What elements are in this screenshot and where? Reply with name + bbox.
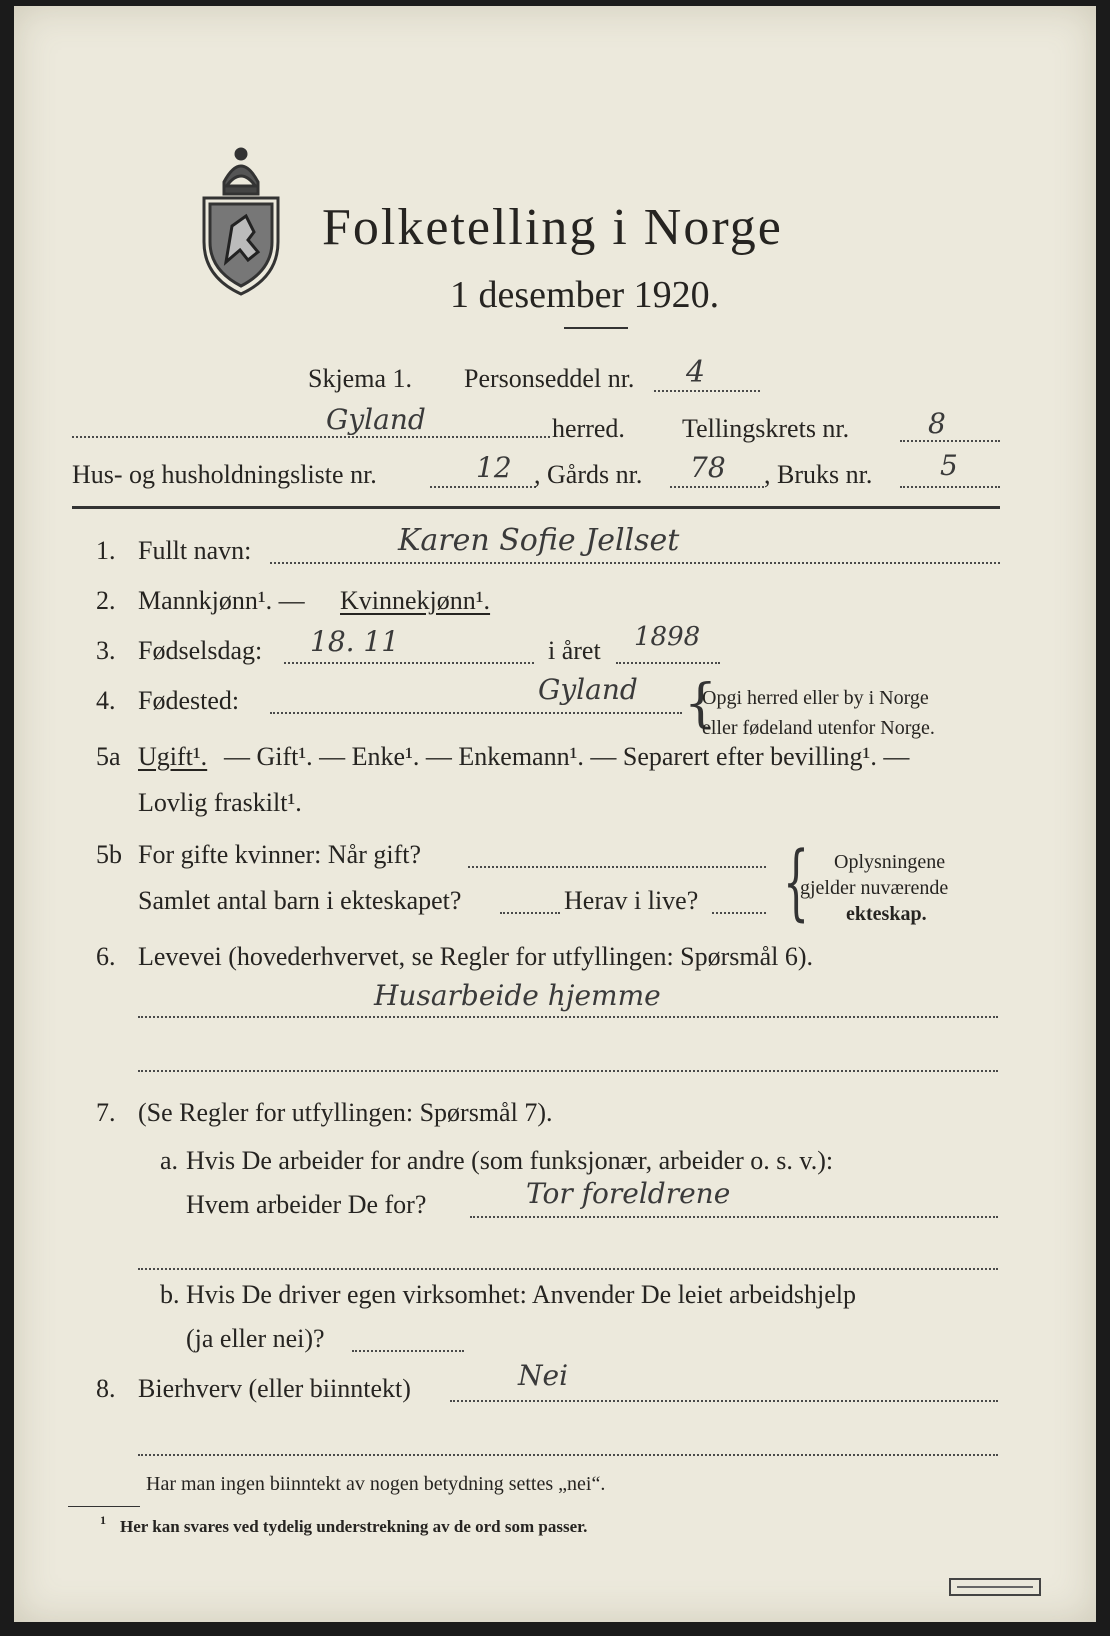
q1-value: Karen Sofie Jellset (398, 523, 680, 558)
q7b-letter: b. (160, 1280, 180, 1309)
q5b-living: Herav i live? (564, 886, 699, 915)
q5b-note-line2: gjelder nuværende (800, 877, 949, 899)
q3-line (284, 662, 534, 664)
q1-number: 1. (96, 536, 116, 565)
q7a-answer-line (470, 1216, 998, 1218)
bruks-value: 5 (940, 449, 958, 482)
q5b-children: Samlet antal barn i ekteskapet? (138, 886, 462, 915)
q6-line2 (138, 1070, 998, 1072)
q7a-line2: Hvem arbeider De for? (186, 1190, 427, 1219)
personseddel-value: 4 (686, 355, 706, 390)
q5a-divorced-option: Lovlig fraskilt¹. (138, 788, 302, 817)
q6-value: Husarbeide hjemme (374, 979, 661, 1012)
q7-number: 7. (96, 1098, 116, 1127)
q7b-line2: (ja eller nei)? (186, 1324, 325, 1353)
tellingskrets-value: 8 (928, 407, 946, 440)
q4-line (270, 712, 682, 714)
q1-label: Fullt navn: (138, 536, 252, 565)
personseddel-line (654, 390, 760, 392)
q3-year-value: 1898 (634, 622, 701, 652)
q5b-number: 5b (96, 840, 122, 869)
gards-value: 78 (690, 451, 726, 484)
q8-label: Bierhverv (eller biinntekt) (138, 1374, 411, 1403)
footnote-divider (68, 1506, 140, 1507)
q7b-answer-line (352, 1350, 464, 1352)
census-date: 1 desember 1920. (450, 274, 720, 316)
q2-number: 2. (96, 586, 116, 615)
bruks-line (900, 486, 1000, 488)
q8-line (450, 1400, 998, 1402)
personseddel-label: Personseddel nr. (464, 364, 635, 393)
header-divider (72, 506, 1000, 509)
q4-note-line2: eller fødeland utenfor Norge. (702, 717, 935, 739)
schema-label: Skjema 1. (308, 364, 412, 393)
q4-note-brace: { (684, 674, 718, 734)
q5b-married-when: For gifte kvinner: Når gift? (138, 840, 422, 869)
q5b-children-line (500, 912, 560, 914)
printer-stamp (949, 1578, 1041, 1596)
tellingskrets-label: Tellingskrets nr. (682, 414, 850, 443)
q5a-unmarried-option: Ugift¹. (138, 742, 208, 771)
q8-extra-line (138, 1454, 998, 1456)
title-divider (564, 327, 628, 329)
q3-year-label: i året (548, 636, 601, 665)
q5b-note-brace: { (783, 835, 810, 930)
q4-label: Fødested: (138, 686, 240, 715)
census-form (14, 6, 1096, 1622)
q6-label: Levevei (hovederhvervet, se Regler for utfyllingen: Spørsmål 6). (138, 942, 814, 971)
form-title: Folketelling i Norge (322, 199, 783, 256)
q3-year-line (616, 662, 720, 664)
hus-line (430, 486, 536, 488)
footnote-number: 1 (100, 1513, 106, 1527)
herred-value: Gyland (326, 403, 426, 436)
q5a-number: 5a (96, 742, 121, 771)
q5b-note-line3: ekteskap. (846, 903, 927, 925)
gards-line (670, 486, 764, 488)
q6-line1 (138, 1016, 998, 1018)
hus-value: 12 (476, 451, 512, 484)
q5b-note-line1: Oplysningene (834, 851, 946, 873)
q7a-value: Tor foreldrene (526, 1177, 731, 1210)
gards-label: , Gårds nr. (534, 460, 643, 489)
q5b-living-line (712, 912, 766, 914)
q2-male-option: Mannkjønn¹. — (138, 586, 305, 615)
q3-value: 18. 11 (310, 625, 400, 658)
footnote-text: Her kan svares ved tydelig understrekning av de ord som passer. (120, 1517, 588, 1536)
coat-of-arms-icon (196, 142, 286, 302)
q5b-married-line (468, 866, 766, 868)
q4-number: 4. (96, 686, 116, 715)
herred-line (72, 436, 550, 438)
q1-line (270, 562, 1000, 564)
q7-label: (Se Regler for utfyllingen: Spørsmål 7). (138, 1098, 553, 1127)
q3-label: Fødselsdag: (138, 636, 263, 665)
bruks-label: , Bruks nr. (764, 460, 873, 489)
q7a-extra-line (138, 1268, 998, 1270)
tellingskrets-line (900, 440, 1000, 442)
q6-number: 6. (96, 942, 116, 971)
q4-note-line1: Opgi herred eller by i Norge (702, 687, 929, 709)
q7b-line1: Hvis De driver egen virksomhet: Anvender De leiet arbeidshjelp (186, 1280, 857, 1309)
q5a-other-options: — Gift¹. — Enke¹. — Enkemann¹. — Separert efter bevilling¹. — (224, 742, 910, 771)
q7a-letter: a. (160, 1146, 179, 1175)
q7a-line1: Hvis De arbeider for andre (som funksjonær, arbeider o. s. v.): (186, 1146, 834, 1175)
q3-number: 3. (96, 636, 116, 665)
hus-label: Hus- og husholdningsliste nr. (72, 460, 377, 489)
herred-label: herred. (552, 414, 625, 443)
footer-note: Har man ingen biinntekt av nogen betydning settes „nei“. (146, 1473, 606, 1495)
q4-value: Gyland (538, 673, 638, 706)
q8-number: 8. (96, 1374, 116, 1403)
q2-female-option: Kvinnekjønn¹. (340, 586, 491, 615)
q8-value: Nei (518, 1359, 569, 1392)
